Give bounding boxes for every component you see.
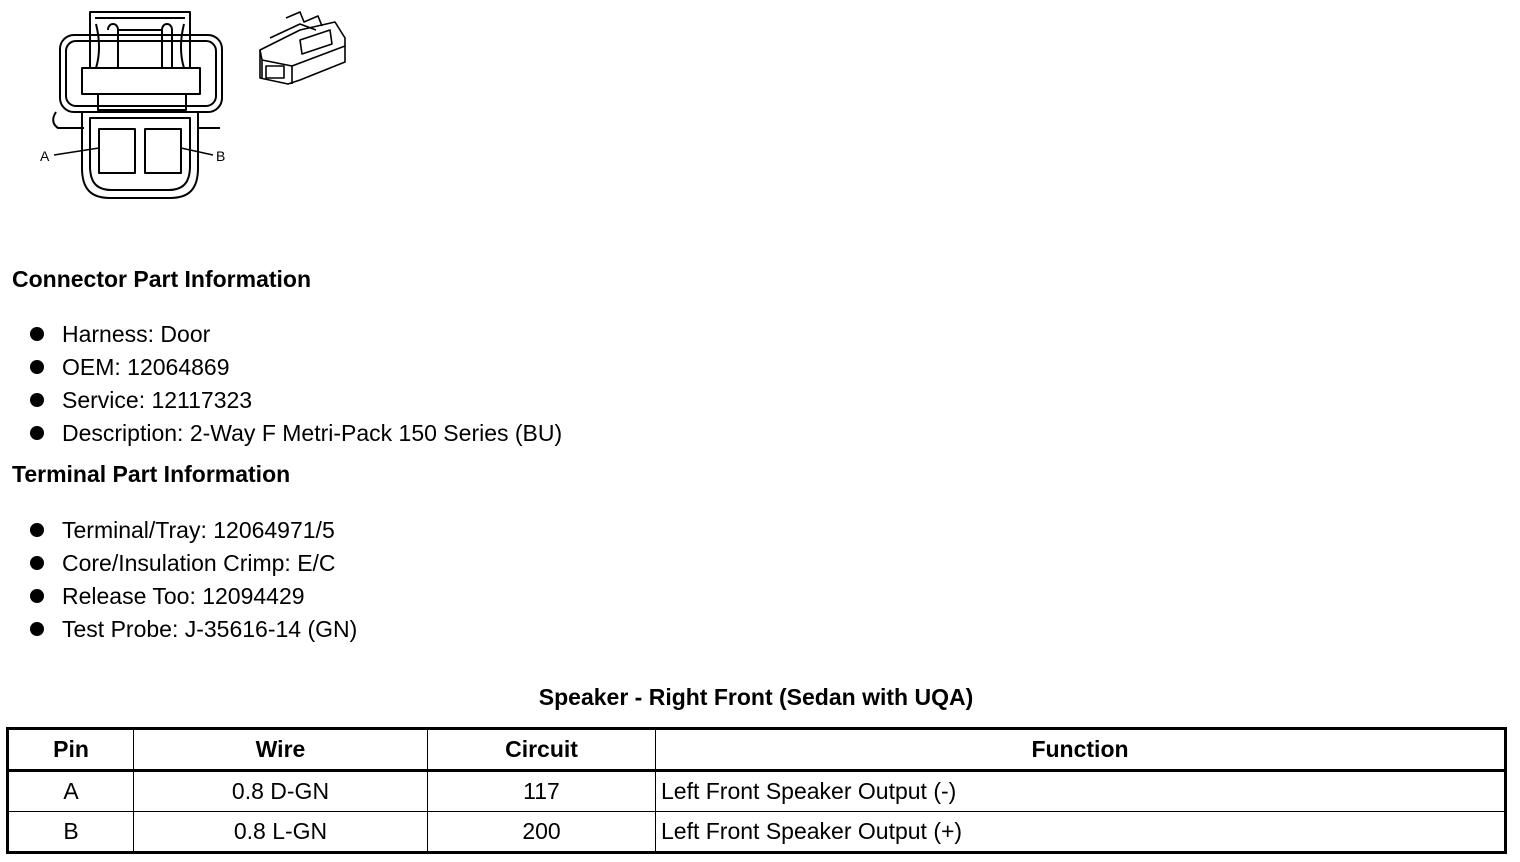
connector-info-list — [30, 318, 562, 450]
connector-info-heading: Connector Part Information — [12, 266, 312, 292]
table-header-row — [8, 729, 1506, 771]
bullet-icon — [30, 327, 44, 341]
pin-table — [6, 727, 1507, 854]
terminal-crimp: Core/Insulation Crimp: E/C — [62, 550, 336, 576]
connector-iso-view — [260, 12, 345, 84]
list-item — [30, 384, 562, 417]
connector-oem: OEM: 12064869 — [62, 354, 230, 380]
pin-table-title: Speaker - Right Front (Sedan with UQA) — [538, 684, 974, 710]
bullet-icon — [30, 393, 44, 407]
connector-service: Service: 12117323 — [62, 387, 253, 413]
pin-label-b: B — [216, 148, 226, 164]
cell-wire: 0.8 D-GN — [134, 771, 428, 812]
connector-diagram — [0, 0, 360, 215]
connector-face-view — [53, 12, 222, 198]
list-item — [30, 547, 357, 580]
col-header-wire: Wire — [134, 729, 428, 771]
list-item — [30, 417, 562, 450]
terminal-release-tool: Release Too: 12094429 — [62, 583, 305, 609]
cell-function: Left Front Speaker Output (-) — [656, 771, 1506, 812]
terminal-info-heading: Terminal Part Information — [12, 461, 291, 487]
col-header-function: Function — [656, 729, 1506, 771]
list-item — [30, 613, 357, 646]
pin-label-a: A — [40, 148, 50, 164]
bullet-icon — [30, 426, 44, 440]
list-item — [30, 580, 357, 613]
terminal-tray: Terminal/Tray: 12064971/5 — [62, 517, 335, 543]
list-item — [30, 514, 357, 547]
cell-wire: 0.8 L-GN — [134, 812, 428, 853]
cell-circuit: 117 — [428, 771, 656, 812]
cell-circuit: 200 — [428, 812, 656, 853]
bullet-icon — [30, 589, 44, 603]
bullet-icon — [30, 360, 44, 374]
cell-pin: B — [8, 812, 134, 853]
cell-function: Left Front Speaker Output (+) — [656, 812, 1506, 853]
bullet-icon — [30, 622, 44, 636]
list-item — [30, 318, 562, 351]
col-header-pin: Pin — [8, 729, 134, 771]
list-item — [30, 351, 562, 384]
bullet-icon — [30, 556, 44, 570]
terminal-test-probe: Test Probe: J-35616-14 (GN) — [62, 616, 358, 642]
connector-description: Description: 2-Way F Metri-Pack 150 Series (BU) — [62, 420, 563, 446]
terminal-info-list — [30, 514, 357, 646]
col-header-circuit: Circuit — [428, 729, 656, 771]
connector-harness: Harness: Door — [62, 321, 211, 347]
table-row — [8, 771, 1506, 812]
table-row — [8, 812, 1506, 853]
cell-pin: A — [8, 771, 134, 812]
bullet-icon — [30, 523, 44, 537]
